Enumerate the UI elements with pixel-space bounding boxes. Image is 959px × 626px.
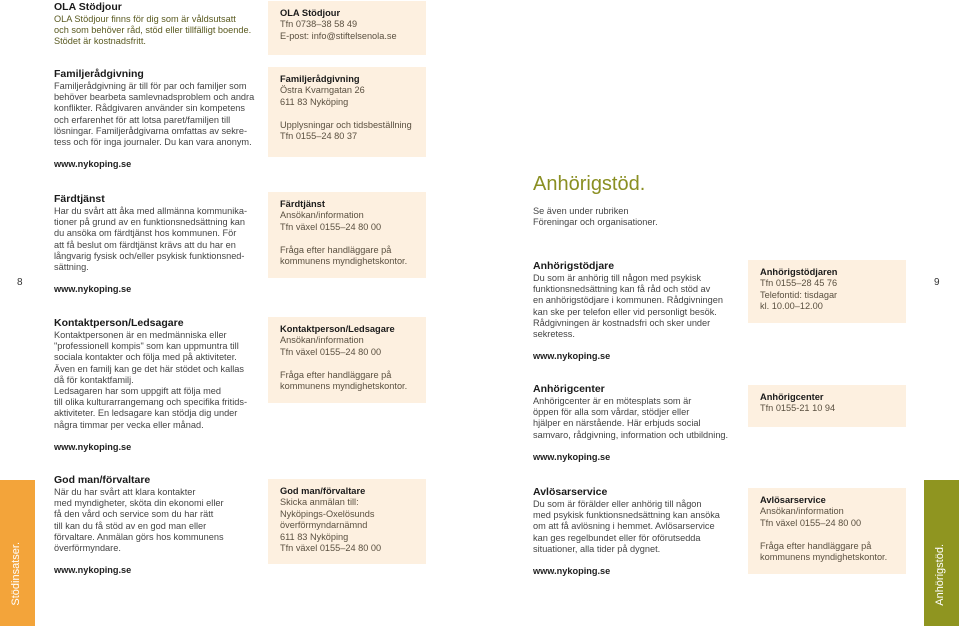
page-heading: Anhörigstöd. bbox=[533, 173, 646, 195]
section-text: Kontaktpersonen är en medmänniska eller "professionell kompis" som kan uppmuntra till sociala kontakter och följa med på aktiviteter. Även en familj kan ge det här stödet och kallas då för kontaktfamilj. Ledsagaren har som uppgift att följa med till olika kulturarrangemang och specifika fritids- aktiviteter. En ledsagare kan stödja dig under några timmar per vecka eller månad. bbox=[54, 330, 248, 430]
section-kontaktperson bbox=[54, 317, 259, 452]
info-box-anhorigcenter bbox=[748, 385, 906, 427]
page-number-left: 8 bbox=[17, 277, 23, 288]
section-title: OLA Stödjour bbox=[54, 1, 122, 13]
section-familjeradgivning bbox=[54, 68, 259, 169]
section-anhorigcenter bbox=[533, 383, 743, 462]
section-text: Du som är förälder eller anhörig till någon med psykisk funktionsnedsättning kan ansöka om att få avlösning i hemmet. Avlösarservice kan ges regelbundet eller för oförutsedda situationer, alla tider på dygnet. bbox=[533, 499, 720, 554]
website-link[interactable]: www.nykoping.se bbox=[54, 159, 132, 170]
tab-label: Stödinsatser. bbox=[10, 542, 22, 606]
box-text: Ansökan/information Tfn växel 0155–24 80 00 Fråga efter handläggare på kommunens myndighetskontor. bbox=[280, 210, 408, 267]
section-tab-stodinsatser[interactable] bbox=[0, 480, 35, 626]
info-box-avlosarservice bbox=[748, 488, 906, 574]
box-text: Tfn 0738–38 58 49 E-post: info@stiftelsenola.se bbox=[280, 19, 397, 41]
section-text: När du har svårt att klara kontakter med myndigheter, sköta din ekonomi eller få den vård och service som du har rätt till kan du få stöd av en god man eller förvaltare. Anmälan görs hos kommunens överförmyndare. bbox=[54, 487, 224, 554]
section-avlosarservice bbox=[533, 486, 743, 576]
page-number-right: 9 bbox=[934, 277, 940, 288]
box-title: Kontaktperson/Ledsagare bbox=[280, 324, 395, 334]
website-link[interactable]: www.nykoping.se bbox=[533, 351, 611, 362]
box-text: Tfn 0155-21 10 94 bbox=[760, 403, 836, 414]
box-text: Skicka anmälan till: Nyköpings-Oxelösunds överförmyndarnämnd 611 83 Nyköping Tfn växel 0155–24 80 00 bbox=[280, 497, 382, 554]
section-ola bbox=[54, 1, 259, 48]
box-title: Anhörigstödjaren bbox=[760, 267, 838, 277]
section-fardtjanst bbox=[54, 193, 259, 294]
box-text: Tfn 0155–28 45 76 Telefontid: tisdagar kl. 10.00–12.00 bbox=[760, 278, 838, 312]
info-box-fardtjanst bbox=[268, 192, 426, 278]
box-title: Anhörigcenter bbox=[760, 392, 824, 402]
section-title: Avlösarservice bbox=[533, 486, 608, 498]
section-anhorigstodjare bbox=[533, 260, 743, 361]
intro-text: Se även under rubriken Föreningar och organisationer. bbox=[533, 206, 658, 228]
info-box-familjeradgivning bbox=[268, 67, 426, 157]
info-box-ola bbox=[268, 1, 426, 55]
box-text: Ansökan/information Tfn växel 0155–24 80 00 Fråga efter handläggare på kommunens myndighetskontor. bbox=[760, 506, 888, 563]
section-title: Anhörigcenter bbox=[533, 383, 605, 395]
box-title: OLA Stödjour bbox=[280, 8, 341, 18]
section-title: Kontaktperson/Ledsagare bbox=[54, 317, 184, 329]
section-text: OLA Stödjour finns för dig som är våldsutsatt och som behöver råd, stöd eller tillfälligt boende. Stödet är kostnadsfritt. bbox=[54, 14, 252, 47]
box-title: Avlösarservice bbox=[760, 495, 826, 505]
website-link[interactable]: www.nykoping.se bbox=[54, 565, 132, 576]
info-box-kontaktperson bbox=[268, 317, 426, 403]
section-text: Familjerådgivning är till för par och familjer som behöver bearbeta samlevnadsproblem och andra konflikter. Rådgivaren använder sin kompetens och erfarenhet för att lotsa paret/familjen till lösningar. Familjerådgivarna omfattas av sekre- tess och för inga journaler. Du kan vara anonym. bbox=[54, 81, 255, 148]
section-title: Familjerådgivning bbox=[54, 68, 144, 80]
box-text: Östra Kvarngatan 26 611 83 Nyköping Upplysningar och tidsbeställning Tfn 0155–24 80 37 bbox=[280, 85, 412, 142]
box-title: God man/förvaltare bbox=[280, 486, 366, 496]
info-box-anhorigstodjaren bbox=[748, 260, 906, 323]
box-text: Ansökan/information Tfn växel 0155–24 80 00 Fråga efter handläggare på kommunens myndighetskontor. bbox=[280, 335, 408, 392]
section-title: Färdtjänst bbox=[54, 193, 105, 205]
website-link[interactable]: www.nykoping.se bbox=[533, 451, 611, 462]
section-god-man bbox=[54, 474, 259, 575]
section-tab-anhorigstod[interactable] bbox=[924, 480, 959, 626]
tab-label: Anhörigstöd. bbox=[934, 544, 946, 606]
section-title: Anhörigstödjare bbox=[533, 260, 615, 272]
box-title: Färdtjänst bbox=[280, 199, 325, 209]
section-title: God man/förvaltare bbox=[54, 474, 151, 486]
section-text: Har du svårt att åka med allmänna kommunika- tioner på grund av en funktionsnedsättning kan du ansöka om färdtjänst hos kommunen. För att få beslut om färdtjänst krävs att du har en långvarig fysisk och/eller psykisk funktionsned- sättning. bbox=[54, 206, 248, 273]
section-text: Du som är anhörig till någon med psykisk funktionsnedsättning kan få råd och stöd av en anhörigstödjare i kommunen. Rådgivningen kan ske per telefon eller vid personligt besök. Rådgivningen är kostnadsfri och sker under sekretess. bbox=[533, 273, 723, 340]
website-link[interactable]: www.nykoping.se bbox=[533, 566, 611, 577]
website-link[interactable]: www.nykoping.se bbox=[54, 441, 132, 452]
section-text: Anhörigcenter är en mötesplats som är öppen för alla som vårdar, stödjer eller hjälper en närstående. Här erbjuds social samvaro, rådgivning, information och utbildning. bbox=[533, 396, 729, 440]
website-link[interactable]: www.nykoping.se bbox=[54, 284, 132, 295]
info-box-god-man bbox=[268, 479, 426, 564]
box-title: Familjerådgivning bbox=[280, 74, 360, 84]
